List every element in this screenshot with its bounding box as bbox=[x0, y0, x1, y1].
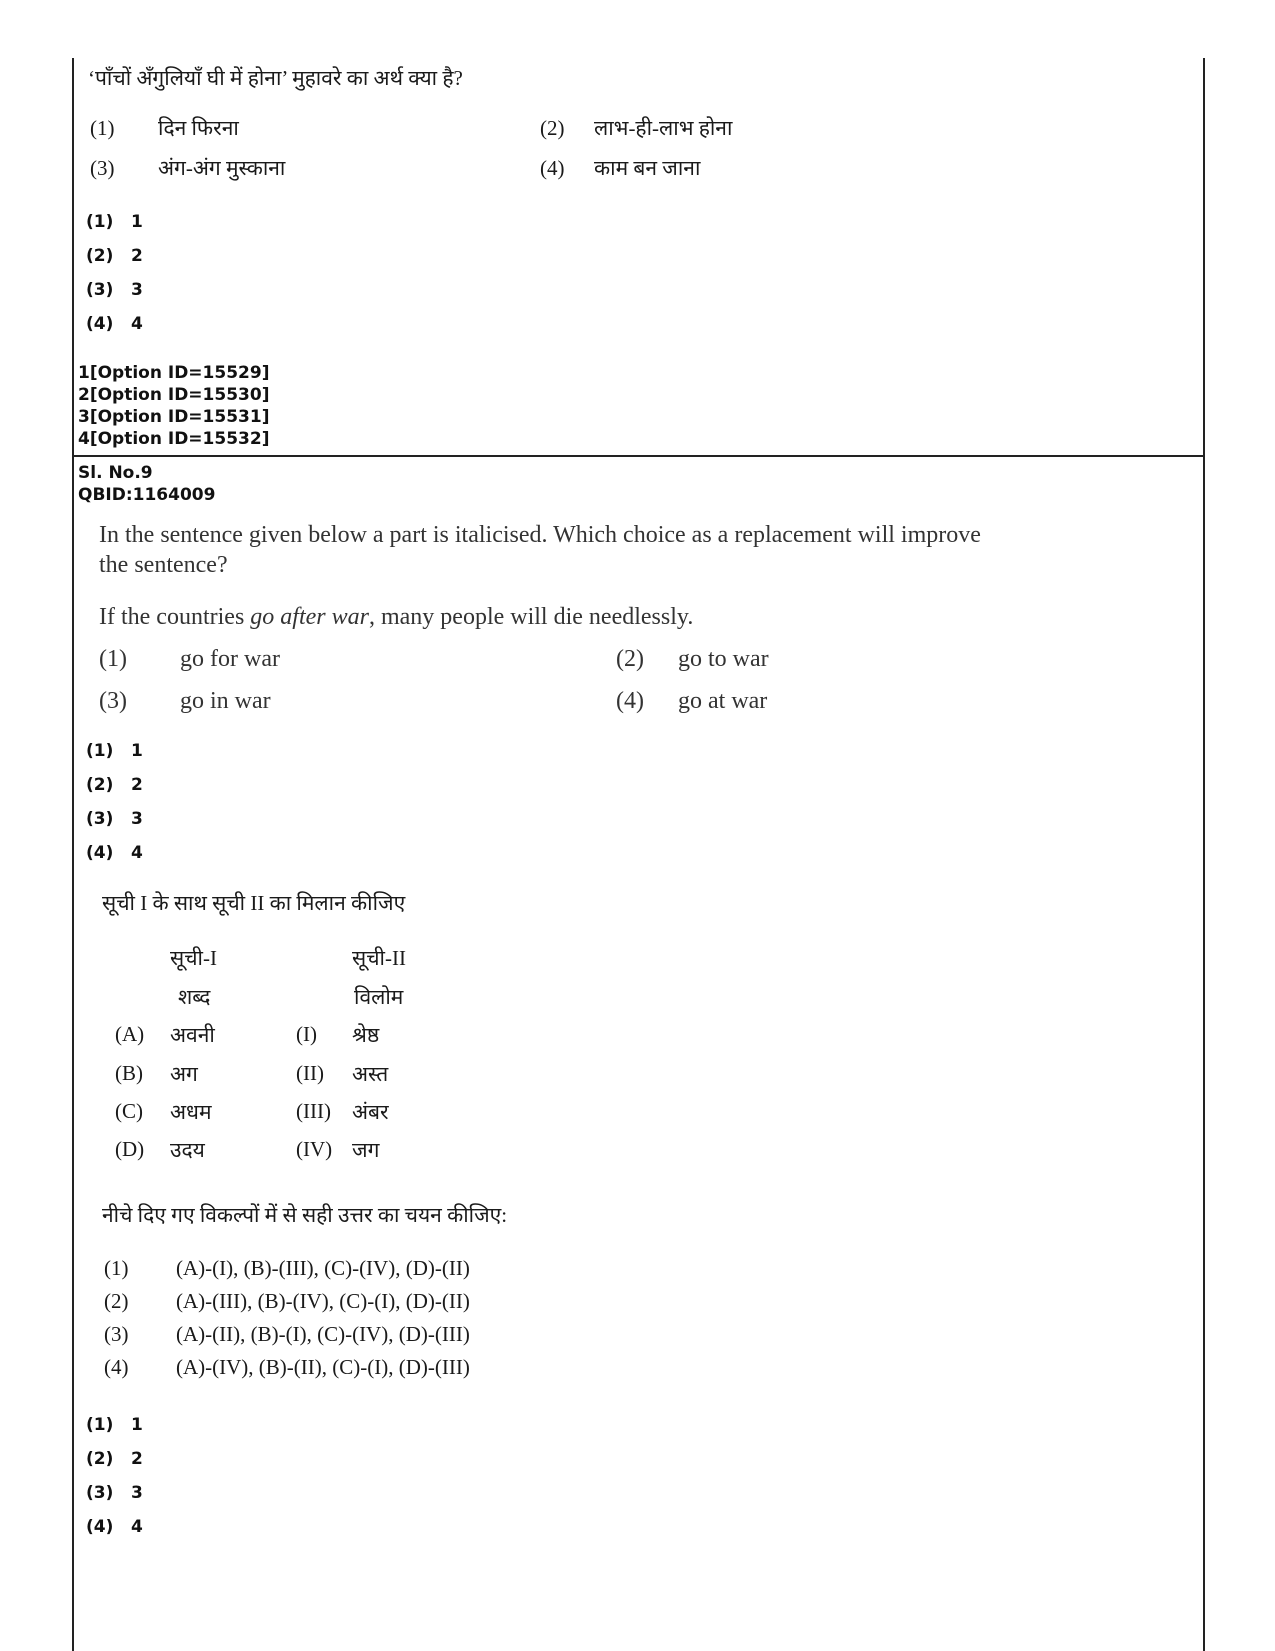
answer-option[interactable]: (4) 4 bbox=[86, 843, 143, 863]
choice-text: (A)-(III), (B)-(IV), (C)-(I), (D)-(II) bbox=[176, 1289, 470, 1313]
choice-num: (4) bbox=[104, 1355, 129, 1379]
q9-option-num: (3) bbox=[99, 688, 127, 714]
list2-word: अंबर bbox=[352, 1100, 389, 1124]
list2-label: (IV) bbox=[296, 1137, 333, 1161]
q9-option-text: go for war bbox=[180, 646, 280, 672]
q8-option-text: दिन फिरना bbox=[158, 116, 239, 140]
list1-label: (B) bbox=[115, 1061, 143, 1085]
answer-option[interactable]: (3) 3 bbox=[86, 1483, 143, 1503]
list1-word: उदय bbox=[170, 1138, 205, 1162]
list1-word: अधम bbox=[170, 1100, 212, 1124]
answer-option[interactable]: (3) 3 bbox=[86, 280, 143, 300]
answer-option[interactable]: (4) 4 bbox=[86, 314, 143, 334]
choice-text: (A)-(II), (B)-(I), (C)-(IV), (D)-(III) bbox=[176, 1322, 470, 1346]
option-id: 1[Option ID=15529] bbox=[78, 363, 270, 383]
q9-option-num: (1) bbox=[99, 646, 127, 672]
list1-label: (D) bbox=[115, 1137, 145, 1161]
right-border bbox=[1203, 58, 1205, 1651]
q8-option-num: (4) bbox=[540, 156, 565, 180]
choice-num: (1) bbox=[104, 1256, 129, 1280]
left-border bbox=[72, 58, 74, 1651]
list1-label: (C) bbox=[115, 1099, 143, 1123]
option-id: 4[Option ID=15532] bbox=[78, 429, 270, 449]
q9-option-num: (4) bbox=[616, 688, 644, 714]
list2-word: श्रेष्ठ bbox=[352, 1023, 380, 1047]
q9-option-num: (2) bbox=[616, 646, 644, 672]
list2-label: (II) bbox=[296, 1061, 324, 1085]
answer-option[interactable]: (1) 1 bbox=[86, 1415, 143, 1435]
answer-option[interactable]: (3) 3 bbox=[86, 809, 143, 829]
list2-word: जग bbox=[352, 1138, 380, 1162]
q9-sentence: If the countries go after war, many people will die needlessly. bbox=[99, 604, 694, 630]
option-id: 3[Option ID=15531] bbox=[78, 407, 270, 427]
choice-text: (A)-(IV), (B)-(II), (C)-(I), (D)-(III) bbox=[176, 1355, 470, 1379]
list1-header: सूची-I bbox=[170, 946, 217, 970]
choice-num: (3) bbox=[104, 1322, 129, 1346]
section-divider bbox=[72, 455, 1205, 457]
serial-number: Sl. No.9 bbox=[78, 463, 153, 483]
q8-option-num: (2) bbox=[540, 116, 565, 140]
choose-instruction: नीचे दिए गए विकल्पों में से सही उत्तर का चयन कीजिए: bbox=[102, 1203, 508, 1227]
qbid: QBID:1164009 bbox=[78, 485, 216, 505]
answer-option[interactable]: (2) 2 bbox=[86, 775, 143, 795]
match-prompt: सूची I के साथ सूची II का मिलान कीजिए bbox=[102, 891, 406, 915]
list1-label: (A) bbox=[115, 1022, 145, 1046]
list1-word: अग bbox=[170, 1062, 198, 1086]
list2-subheader: विलोम bbox=[354, 985, 404, 1009]
q8-option-text: अंग-अंग मुस्काना bbox=[158, 156, 286, 180]
q8-option-num: (1) bbox=[90, 116, 115, 140]
list2-label: (I) bbox=[296, 1022, 317, 1046]
choice-text: (A)-(I), (B)-(III), (C)-(IV), (D)-(II) bbox=[176, 1256, 470, 1280]
q8-option-text: काम बन जाना bbox=[594, 156, 701, 180]
answer-option[interactable]: (4) 4 bbox=[86, 1517, 143, 1537]
answer-option[interactable]: (1) 1 bbox=[86, 212, 143, 232]
list1-subheader: शब्द bbox=[178, 985, 211, 1009]
option-id: 2[Option ID=15530] bbox=[78, 385, 270, 405]
q8-option-num: (3) bbox=[90, 156, 115, 180]
answer-option[interactable]: (1) 1 bbox=[86, 741, 143, 761]
q9-option-text: go at war bbox=[678, 688, 768, 714]
q8-question: ‘पाँचों अँगुलियाँ घी में होना’ मुहावरे का अर्थ क्या है? bbox=[88, 66, 463, 90]
q9-option-text: go to war bbox=[678, 646, 769, 672]
answer-option[interactable]: (2) 2 bbox=[86, 246, 143, 266]
choice-num: (2) bbox=[104, 1289, 129, 1313]
q9-instruction: In the sentence given below a part is italicised. Which choice as a replacement will improve bbox=[99, 522, 981, 548]
answer-option[interactable]: (2) 2 bbox=[86, 1449, 143, 1469]
q8-option-text: लाभ-ही-लाभ होना bbox=[594, 116, 733, 140]
q9-option-text: go in war bbox=[180, 688, 271, 714]
list2-label: (III) bbox=[296, 1099, 331, 1123]
list2-word: अस्त bbox=[352, 1062, 389, 1086]
list1-word: अवनी bbox=[170, 1023, 215, 1047]
list2-header: सूची-II bbox=[352, 946, 406, 970]
q9-instruction: the sentence? bbox=[99, 552, 228, 578]
